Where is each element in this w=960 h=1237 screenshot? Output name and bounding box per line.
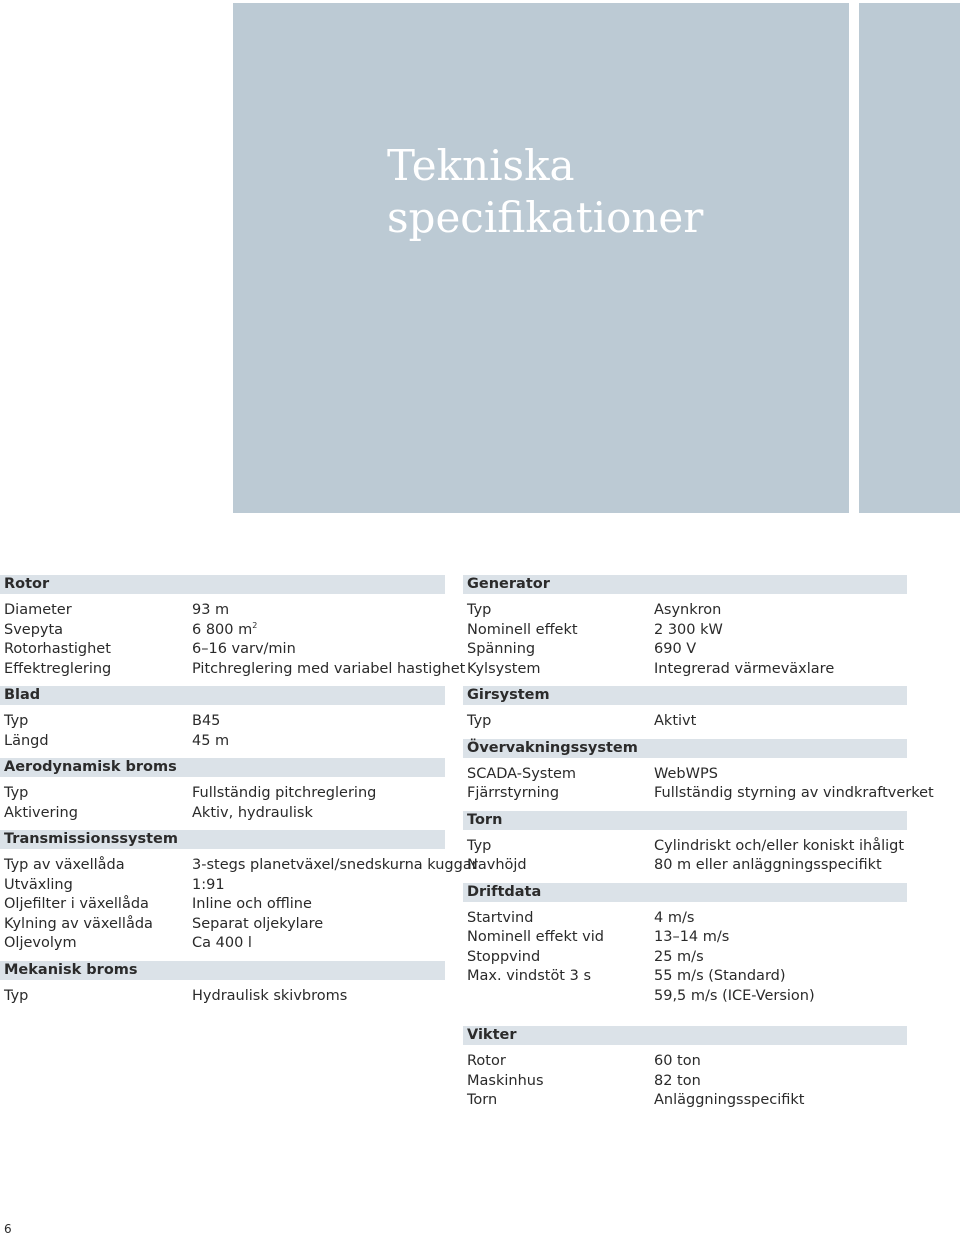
spec-row	[463, 928, 907, 948]
spec-value: 2 300 kW	[654, 621, 723, 638]
spec-row	[0, 804, 445, 824]
spec-value: Integrerad värmeväxlare	[654, 660, 835, 677]
spec-row	[463, 856, 907, 876]
spec-value: 25 m/s	[654, 948, 704, 965]
spec-label: Oljevolym	[4, 935, 77, 951]
spec-row	[463, 967, 907, 987]
spec-row	[0, 856, 478, 876]
spec-label: Nominell effekt vid	[467, 929, 604, 945]
spec-label: Effektreglering	[4, 660, 112, 677]
spec-value: 93 m	[192, 602, 230, 618]
spec-row	[0, 987, 445, 1007]
spec-label: Kylsystem	[467, 660, 541, 677]
spec-value: Inline och offline	[192, 896, 312, 912]
spec-row	[0, 640, 445, 660]
spec-row	[0, 601, 445, 621]
section-header: Transmissionssystem	[0, 830, 445, 849]
spec-row	[463, 784, 934, 804]
spec-value: 55 m/s (Standard)	[654, 968, 786, 984]
section-header: Vikter	[463, 1026, 907, 1045]
spec-value-with-superscript	[192, 621, 257, 641]
section-girsystem	[463, 686, 907, 739]
spec-row	[0, 934, 445, 954]
hero-image-panel	[233, 3, 849, 513]
spec-value: B45	[192, 713, 221, 729]
spec-value: Anläggningsspecifikt	[654, 1092, 805, 1108]
page-title-line-1: Tekniska	[387, 141, 575, 190]
spec-value: 82 ton	[654, 1072, 701, 1089]
spec-label: Utväxling	[4, 876, 73, 893]
spec-value: 4 m/s	[654, 909, 695, 926]
spec-label: Nominell effekt	[467, 621, 578, 638]
spec-value: 45 m	[192, 732, 230, 749]
section-header: Rotor	[0, 575, 445, 594]
section-header: Driftdata	[463, 883, 907, 902]
section-header: Mekanisk broms	[0, 961, 445, 980]
spec-row	[463, 765, 907, 785]
spec-row	[0, 621, 445, 641]
spec-row	[0, 660, 466, 680]
spec-row	[0, 876, 445, 896]
section-header: Övervakningssystem	[463, 739, 907, 758]
spec-value: WebWPS	[654, 765, 718, 782]
spec-value: Pitchreglering med variabel hastighet	[192, 660, 466, 677]
spec-value: 690 V	[654, 641, 697, 657]
section-aerodynamisk-broms	[0, 758, 445, 830]
section-torn	[463, 811, 907, 883]
spec-value: Fullständig pitchreglering	[192, 785, 377, 801]
spec-label: Typ	[467, 602, 492, 618]
spec-value: 6 800 m	[192, 621, 253, 638]
spec-label: Torn	[467, 1092, 498, 1108]
spec-value: 59,5 m/s (ICE-Version)	[654, 987, 815, 1004]
spec-label: Typ	[4, 785, 29, 801]
section-vikter	[463, 1026, 907, 1118]
spec-value: 3-stegs planetväxel/snedskurna kuggar	[192, 857, 478, 873]
spec-row	[463, 948, 907, 968]
spec-value: 60 ton	[654, 1053, 701, 1069]
hero-image-edge	[859, 3, 960, 513]
spec-value: Aktiv, hydraulisk	[192, 804, 313, 821]
spec-value: Asynkron	[654, 602, 722, 618]
section-blad	[0, 686, 445, 758]
section-driftdata	[463, 883, 907, 1014]
page-title	[387, 140, 703, 244]
spec-row	[463, 987, 907, 1007]
spec-label: Diameter	[4, 602, 72, 618]
spec-value: Cylindriskt och/eller koniskt ihåligt	[654, 837, 905, 854]
spec-label: Maskinhus	[467, 1072, 544, 1089]
page-title-line-2: specifikationer	[387, 193, 704, 242]
spec-value: 80 m eller anläggningsspecifikt	[654, 857, 882, 873]
section-header: Torn	[463, 811, 907, 830]
section-mekanisk-broms	[0, 961, 445, 1014]
spec-value: 6–16 varv/min	[192, 641, 296, 657]
spec-value: Separat oljekylare	[192, 915, 324, 932]
spec-row	[463, 601, 907, 621]
section-header: Blad	[0, 686, 445, 705]
spec-label: Fjärrstyrning	[467, 785, 560, 801]
spec-label: Oljefilter i växellåda	[4, 896, 149, 912]
spec-row	[463, 909, 907, 929]
spec-row	[0, 732, 445, 752]
superscript: 2	[252, 620, 258, 630]
spec-value: Hydraulisk skivbroms	[192, 987, 348, 1004]
section-overvakningssystem	[463, 739, 934, 811]
spec-label: Rotor	[467, 1053, 506, 1069]
spec-row	[0, 895, 445, 915]
spec-row	[463, 837, 907, 857]
spec-row	[0, 712, 445, 732]
spec-label: Längd	[4, 732, 49, 749]
spec-label: Stoppvind	[467, 948, 541, 965]
spec-value: 1:91	[192, 876, 225, 893]
spec-value: Fullständig styrning av vindkraftverket	[654, 785, 934, 801]
spec-label: Startvind	[467, 909, 534, 926]
spec-row	[463, 640, 907, 660]
spec-row	[463, 712, 907, 732]
spec-value: Ca 400 l	[192, 935, 252, 951]
spec-row	[463, 1072, 907, 1092]
spec-label: Max. vindstöt 3 s	[467, 968, 591, 984]
spec-row	[463, 660, 907, 680]
spec-value: 13–14 m/s	[654, 929, 730, 945]
spec-column-left	[0, 575, 478, 1013]
spec-row	[0, 784, 445, 804]
spec-label: Kylning av växellåda	[4, 915, 153, 932]
section-rotor	[0, 575, 466, 686]
spec-row	[0, 915, 445, 935]
section-header: Generator	[463, 575, 907, 594]
spec-label: Aktivering	[4, 804, 78, 821]
section-header: Girsystem	[463, 686, 907, 705]
spec-label: SCADA-System	[467, 765, 577, 782]
spec-label: Rotorhastighet	[4, 641, 111, 657]
spec-label: Spänning	[467, 641, 536, 657]
spec-label: Typ	[4, 987, 29, 1004]
section-transmissionssystem	[0, 830, 478, 961]
spec-row	[463, 1052, 907, 1072]
spec-row	[463, 1091, 907, 1111]
spec-label: Typ	[467, 713, 492, 729]
spec-column-right	[463, 575, 934, 1118]
spec-row	[463, 621, 907, 641]
section-header: Aerodynamisk broms	[0, 758, 445, 777]
spec-label: Typ av växellåda	[4, 857, 125, 873]
section-spacer	[463, 1013, 907, 1026]
section-generator	[463, 575, 907, 686]
spec-label: Typ	[467, 837, 492, 854]
spec-label: Navhöjd	[467, 857, 527, 873]
spec-label: Typ	[4, 713, 29, 729]
page-number: 6	[4, 1222, 12, 1236]
spec-value: Aktivt	[654, 713, 697, 729]
spec-label: Svepyta	[4, 621, 64, 638]
